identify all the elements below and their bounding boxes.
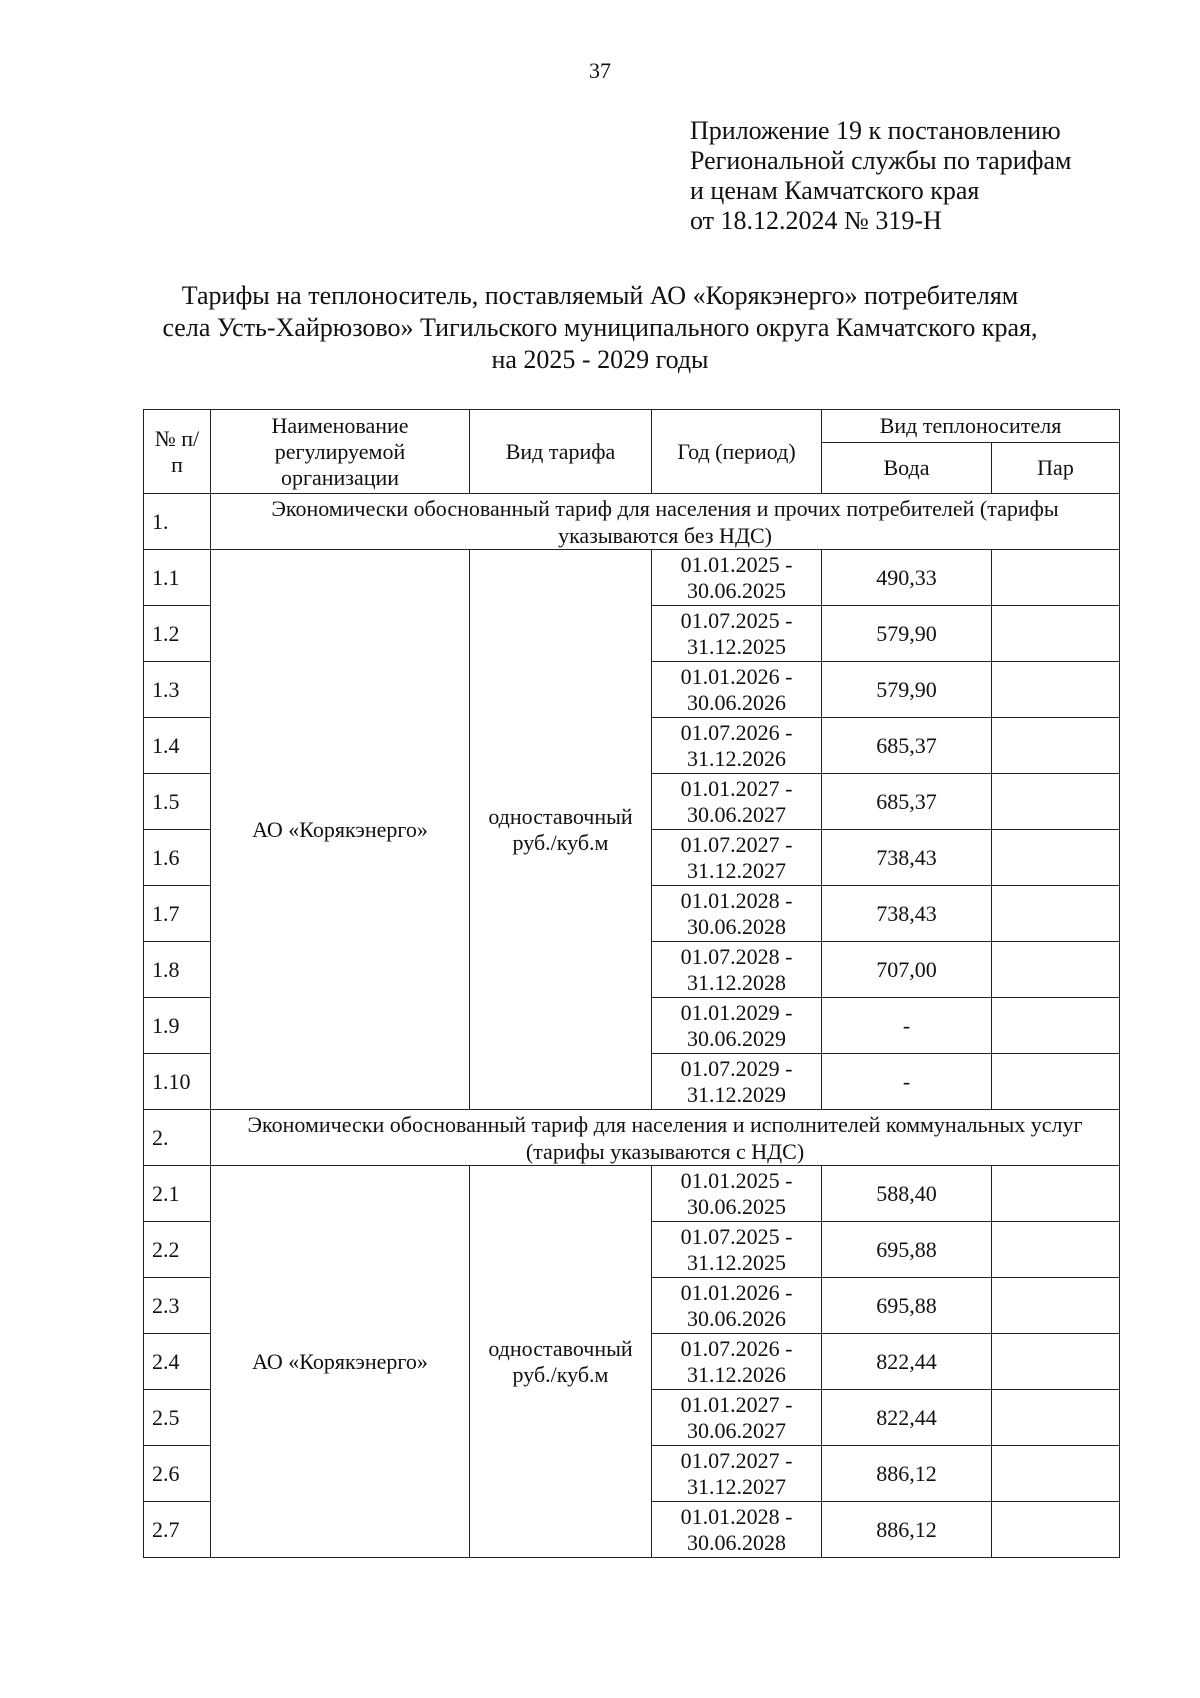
period-cell [652, 606, 822, 662]
steam-tariff-cell [992, 774, 1120, 830]
steam-tariff-cell [992, 662, 1120, 718]
header-num: № п/п [144, 410, 211, 494]
period-from: 01.01.2026 - [680, 663, 793, 689]
page-number: 37 [589, 58, 611, 83]
period-cell [652, 718, 822, 774]
period-to: 30.06.2026 [687, 689, 786, 715]
period-to: 31.12.2026 [687, 1361, 786, 1387]
period-cell [652, 886, 822, 942]
header-steam: Пар [992, 443, 1120, 494]
water-tariff-cell: 822,44 [822, 1390, 992, 1446]
period-from: 01.07.2026 - [680, 719, 793, 745]
period-from: 01.07.2025 - [680, 607, 793, 633]
period-to: 30.06.2026 [687, 1305, 786, 1331]
tariff-type-cell [470, 550, 652, 1110]
row-num: 2.2 [144, 1222, 211, 1278]
steam-tariff-cell [992, 718, 1120, 774]
water-tariff-cell: 490,33 [822, 550, 992, 606]
period-cell [652, 1390, 822, 1446]
document-title [0, 280, 1200, 376]
section-header-row [144, 1110, 1120, 1166]
water-tariff-cell: 822,44 [822, 1334, 992, 1390]
tariff-type-cell [470, 1166, 652, 1558]
header-organization: Наименование регулируемой организации [211, 410, 470, 494]
period-to: 30.06.2029 [687, 1025, 786, 1051]
period-cell [652, 998, 822, 1054]
period-to: 31.12.2028 [687, 969, 786, 995]
period-from: 01.07.2025 - [680, 1223, 793, 1249]
steam-tariff-cell [992, 1222, 1120, 1278]
row-num: 1.3 [144, 662, 211, 718]
period-to: 31.12.2026 [687, 745, 786, 771]
section-num: 2. [144, 1110, 211, 1166]
period-from: 01.01.2028 - [680, 1503, 793, 1529]
header-water: Вода [822, 443, 992, 494]
section-num: 1. [144, 494, 211, 550]
organization-cell: АО «Корякэнерго» [211, 1166, 470, 1558]
period-cell [652, 550, 822, 606]
period-from: 01.01.2028 - [680, 887, 793, 913]
period-cell [652, 830, 822, 886]
row-num: 1.6 [144, 830, 211, 886]
period-cell [652, 1054, 822, 1110]
row-num: 2.3 [144, 1278, 211, 1334]
period-from: 01.01.2025 - [680, 551, 793, 577]
steam-tariff-cell [992, 1334, 1120, 1390]
period-cell [652, 1278, 822, 1334]
period-cell [652, 1502, 822, 1558]
appendix-note [690, 116, 1071, 236]
row-num: 1.9 [144, 998, 211, 1054]
steam-tariff-cell [992, 886, 1120, 942]
water-tariff-cell: 707,00 [822, 942, 992, 998]
period-from: 01.07.2027 - [680, 831, 793, 857]
header-carrier: Вид теплоносителя [822, 410, 1120, 443]
period-cell [652, 774, 822, 830]
period-from: 01.07.2026 - [680, 1335, 793, 1361]
appendix-line: Региональной службы по тарифам [690, 146, 1072, 175]
period-to: 31.12.2029 [687, 1081, 786, 1107]
row-num: 2.4 [144, 1334, 211, 1390]
row-num: 1.10 [144, 1054, 211, 1110]
water-tariff-cell: 886,12 [822, 1446, 992, 1502]
water-tariff-cell: 579,90 [822, 606, 992, 662]
row-num: 2.7 [144, 1502, 211, 1558]
appendix-line: Приложение 19 к постановлению [690, 116, 1061, 145]
tariff-type-line: одноставочный [488, 803, 633, 829]
table-header-row [144, 410, 1120, 443]
period-from: 01.07.2028 - [680, 943, 793, 969]
period-to: 30.06.2027 [687, 1417, 786, 1443]
section-title: Экономически обоснованный тариф для населения и исполнителей коммунальных услуг (тарифы указываются с НДС) [211, 1110, 1120, 1166]
table-row [144, 1166, 1120, 1222]
water-tariff-cell: 685,37 [822, 774, 992, 830]
tariff-table [143, 409, 1120, 1558]
period-cell [652, 662, 822, 718]
steam-tariff-cell [992, 830, 1120, 886]
period-from: 01.01.2029 - [680, 999, 793, 1025]
row-num: 2.5 [144, 1390, 211, 1446]
water-tariff-cell: - [822, 1054, 992, 1110]
water-tariff-cell: 738,43 [822, 830, 992, 886]
water-tariff-cell: - [822, 998, 992, 1054]
tariff-unit-line: руб./куб.м [512, 1361, 609, 1387]
organization-cell: АО «Корякэнерго» [211, 550, 470, 1110]
row-num: 2.1 [144, 1166, 211, 1222]
appendix-line: от 18.12.2024 № 319-Н [690, 206, 942, 235]
row-num: 1.2 [144, 606, 211, 662]
steam-tariff-cell [992, 1390, 1120, 1446]
period-to: 31.12.2027 [687, 1473, 786, 1499]
period-cell [652, 1446, 822, 1502]
steam-tariff-cell [992, 1446, 1120, 1502]
period-to: 30.06.2025 [687, 1193, 786, 1219]
steam-tariff-cell [992, 550, 1120, 606]
steam-tariff-cell [992, 942, 1120, 998]
title-line: на 2025 - 2029 годы [491, 345, 709, 374]
appendix-line: и ценам Камчатского края [690, 176, 980, 205]
steam-tariff-cell [992, 1166, 1120, 1222]
row-num: 1.5 [144, 774, 211, 830]
water-tariff-cell: 588,40 [822, 1166, 992, 1222]
period-from: 01.01.2027 - [680, 1391, 793, 1417]
row-num: 1.7 [144, 886, 211, 942]
period-from: 01.01.2025 - [680, 1167, 793, 1193]
row-num: 1.4 [144, 718, 211, 774]
period-cell [652, 942, 822, 998]
table-row [144, 550, 1120, 606]
section-title: Экономически обоснованный тариф для населения и прочих потребителей (тарифы указываются без НДС) [211, 494, 1120, 550]
period-to: 31.12.2025 [687, 633, 786, 659]
header-tariff-type: Вид тарифа [470, 410, 652, 494]
water-tariff-cell: 886,12 [822, 1502, 992, 1558]
period-cell [652, 1222, 822, 1278]
water-tariff-cell: 695,88 [822, 1222, 992, 1278]
period-from: 01.01.2026 - [680, 1279, 793, 1305]
tariff-type-line: одноставочный [488, 1335, 633, 1361]
water-tariff-cell: 695,88 [822, 1278, 992, 1334]
period-cell [652, 1166, 822, 1222]
water-tariff-cell: 685,37 [822, 718, 992, 774]
row-num: 2.6 [144, 1446, 211, 1502]
tariff-unit-line: руб./куб.м [512, 829, 609, 855]
title-line: села Усть-Хайрюзово» Тигильского муниципального округа Камчатского края, [162, 313, 1038, 342]
period-to: 31.12.2027 [687, 857, 786, 883]
header-period: Год (период) [652, 410, 822, 494]
steam-tariff-cell [992, 1054, 1120, 1110]
section-header-row [144, 494, 1120, 550]
period-from: 01.01.2027 - [680, 775, 793, 801]
water-tariff-cell: 579,90 [822, 662, 992, 718]
period-cell [652, 1334, 822, 1390]
water-tariff-cell: 738,43 [822, 886, 992, 942]
steam-tariff-cell [992, 998, 1120, 1054]
period-from: 01.07.2029 - [680, 1055, 793, 1081]
steam-tariff-cell [992, 1278, 1120, 1334]
row-num: 1.1 [144, 550, 211, 606]
period-from: 01.07.2027 - [680, 1447, 793, 1473]
period-to: 30.06.2028 [687, 913, 786, 939]
title-line: Тарифы на теплоноситель, поставляемый АО «Корякэнерго» потребителям [181, 281, 1019, 310]
period-to: 30.06.2025 [687, 577, 786, 603]
row-num: 1.8 [144, 942, 211, 998]
steam-tariff-cell [992, 606, 1120, 662]
period-to: 30.06.2028 [687, 1529, 786, 1555]
steam-tariff-cell [992, 1502, 1120, 1558]
period-to: 30.06.2027 [687, 801, 786, 827]
period-to: 31.12.2025 [687, 1249, 786, 1275]
